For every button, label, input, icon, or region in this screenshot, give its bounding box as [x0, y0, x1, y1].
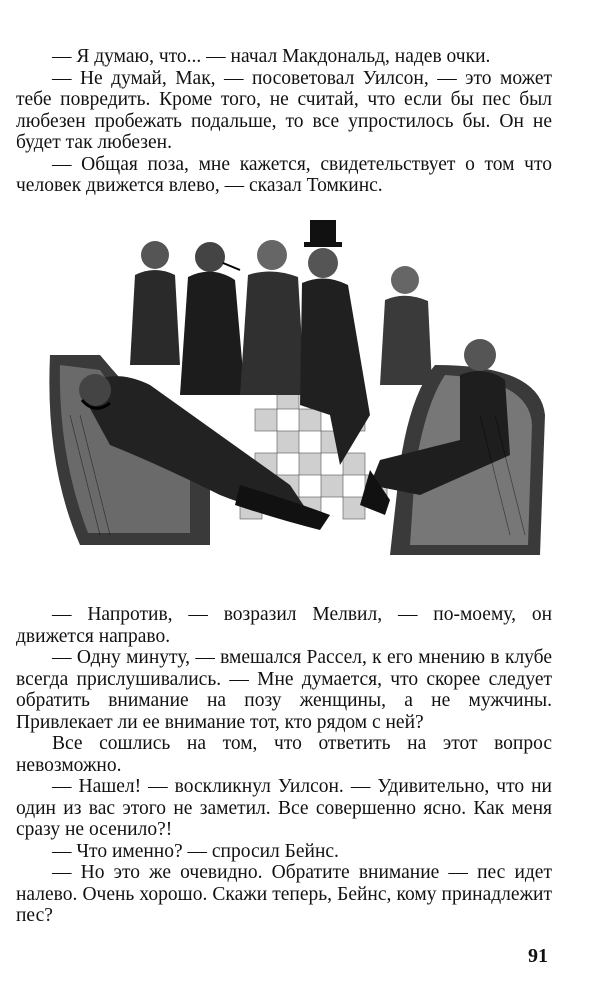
paragraph: — Не думай, Мак, — посоветовал Уилсон, — это может тебе повредить. Кроме того, не считай, что если бы пес был любезен пробежать подальше, то все упростилось бы. Он не будет так любезен.: [16, 67, 552, 153]
paragraph: — Одну минуту, — вмешался Рассел, к его мнению в клубе всегда прислушивались. — Мне думается, что скорее следует обратить внимание на позу женщины, а не мужчины. Привлекает ли ее внимание тот, кто рядом с ней?: [16, 647, 552, 733]
engraving-image: [40, 215, 550, 575]
page-number: 91: [528, 945, 548, 967]
paragraph: — Напротив, — возразил Мелвил, — по-моему, он движется направо.: [16, 604, 552, 647]
paragraph: — Я думаю, что... — начал Макдональд, надев очки.: [52, 46, 491, 67]
paragraph: — Общая поза, мне кажется, свидетельствует о том что человек движется влево, — сказал Томкинс.: [16, 153, 552, 196]
paragraph: — Но это же очевидно. Обратите внимание — пес идет налево. Очень хорошо. Скажи теперь, Бейнс, кому принадлежит пес?: [16, 862, 552, 926]
top-text-block: [16, 46, 552, 197]
paragraph: — Что именно? — спросил Бейнс.: [52, 840, 339, 862]
paragraph: — Нашел! — воскликнул Уилсон. — Удивительно, что ни один из вас этого не заметил. Все совершенно ясно. Как меня сразу не осенило?!: [16, 776, 552, 840]
paragraph: Все сошлись на том, что ответить на этот вопрос невозможно.: [16, 733, 552, 776]
club-members-illustration: [40, 215, 550, 575]
bottom-text-block: [16, 604, 552, 927]
